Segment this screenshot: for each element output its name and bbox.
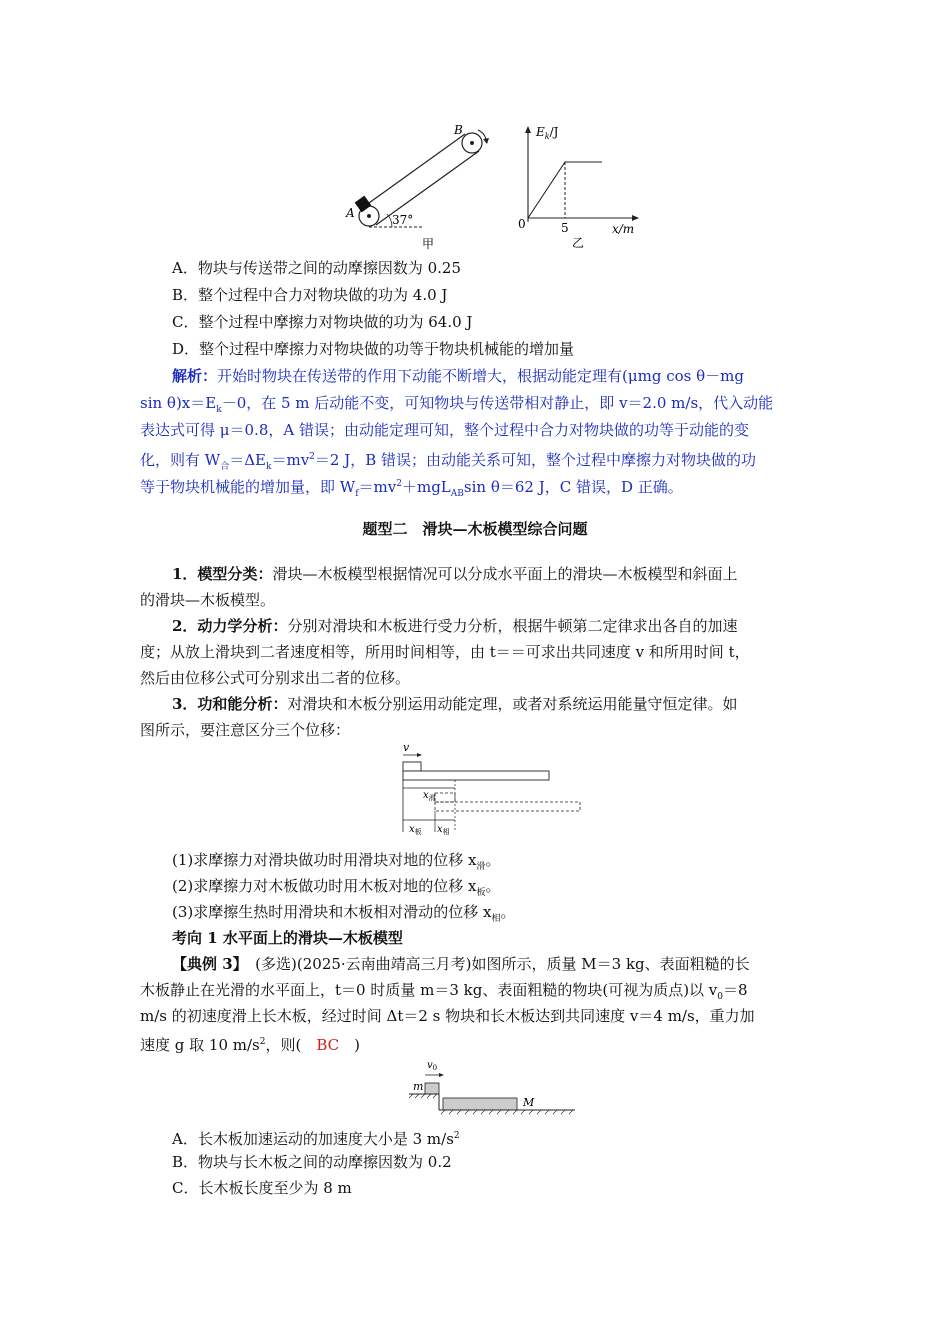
analysis-text-4a: 化，则有 W xyxy=(140,451,221,469)
option3-a-text: A．长木板加速运动的加速度大小是 3 m/s xyxy=(172,1130,454,1148)
y-axis-label: $E_k/J$ xyxy=(536,125,559,141)
analysis-sub-he: 合 xyxy=(220,462,230,472)
origin-label: 0 xyxy=(518,217,526,231)
figure-displacements xyxy=(395,740,585,840)
analysis-line-2 xyxy=(140,393,773,420)
point-3-line-1 xyxy=(172,694,737,714)
slider-block-final xyxy=(435,793,455,802)
option-d: D．整个过程中摩擦力对物块做的功等于物块机械能的增加量 xyxy=(172,340,575,358)
block-m xyxy=(425,1083,439,1094)
option3-b: B．物块与长木板之间的动摩擦因数为 0.2 xyxy=(172,1153,452,1171)
sub-item-3-end: 。 xyxy=(500,903,516,921)
example-sub-0: 0 xyxy=(717,992,724,1002)
y-axis-arrow-icon xyxy=(525,126,531,133)
analysis-text-4c: ＝mv xyxy=(271,451,310,469)
sub-item-1-end: 。 xyxy=(485,851,501,869)
point-1-line-1 xyxy=(172,564,737,584)
point-3-label: 3．功和能分析： xyxy=(172,695,288,713)
analysis-line-4 xyxy=(140,447,756,477)
sub-item-3 xyxy=(172,902,516,929)
v0-label: $v_0$ xyxy=(427,1060,438,1072)
x-xiang-label: $x_相$ xyxy=(437,824,450,836)
analysis-text-5a: 等于物块机械能的增加量，即 W xyxy=(140,478,356,496)
point-2-line-2: 度；从放上滑块到二者速度相等，所用时间相等，由 t＝＝可求出共同速度 v 和所用时间 t， xyxy=(140,643,750,661)
sub-item-3-sub: 相 xyxy=(491,914,501,924)
board-final xyxy=(435,802,580,811)
example-text-2a: 木板静止在光滑的水平面上，t＝0 时质量 m＝3 kg、表面粗糙的物块(可视为质点)以 v xyxy=(140,981,718,999)
figure-example xyxy=(405,1058,580,1120)
sub-item-3-text: (3)求摩擦生热时用滑块和木板相对滑动的位移 x xyxy=(172,903,492,921)
caption-jia: 甲 xyxy=(422,237,435,251)
v0-arrow-head-icon xyxy=(439,1073,444,1077)
v-arrow-head-icon xyxy=(417,753,422,757)
analysis-label: 解析： xyxy=(172,367,218,385)
sub-item-1-sub: 滑 xyxy=(476,862,486,872)
M-label: M xyxy=(523,1096,535,1109)
option3-a-sup: 2 xyxy=(453,1131,460,1141)
sub-item-1-text: (1)求摩擦力对滑块做功时用滑块对地的位移 x xyxy=(172,851,477,869)
sub-item-2-text: (2)求摩擦力对木板做功时用木板对地的位移 x xyxy=(172,877,477,895)
point-2-text: 分别对滑块和木板进行受力分析，根据牛顿第二定律求出各自的加速 xyxy=(287,617,738,635)
analysis-text-5c: ＋mgL xyxy=(401,478,451,496)
analysis-sup-2b: 2 xyxy=(396,479,402,489)
analysis-sub-k: k xyxy=(216,405,222,415)
sub-item-2 xyxy=(172,876,501,903)
x-axis-label: x/m xyxy=(612,222,635,236)
example-text-4a: 速度 g 取 10 m/s xyxy=(140,1036,260,1054)
sub-item-2-end: 。 xyxy=(485,877,501,895)
analysis-sub-ab: AB xyxy=(450,489,464,499)
analysis-sub-f: f xyxy=(355,489,359,499)
x-hua-label: $x_滑$ xyxy=(423,790,436,802)
board-M xyxy=(443,1098,517,1110)
option-b: B．整个过程中合力对物块做的功为 4.0 J xyxy=(172,286,448,304)
tick-5: 5 xyxy=(561,221,569,235)
option-c: C．整个过程中摩擦力对物块做的功为 64.0 J xyxy=(172,313,473,331)
example-text-1: (多选)(2025·云南曲靖高三月考)如图所示，质量 M＝3 kg、表面粗糙的长 xyxy=(240,955,750,973)
section-title: 题型二 滑块—木板模型综合问题 xyxy=(362,520,588,538)
analysis-line-3: 表达式可得 μ＝0.8，A 错误；由动能定理可知，整个过程中合力对物块做的功等于动能的变 xyxy=(140,421,749,439)
analysis-text-2b: －0，在 5 m 后动能不变，可知物块与传送带相对静止，即 v＝2.0 m/s，代入动能 xyxy=(221,394,774,412)
x-axis-arrow-icon xyxy=(632,215,639,221)
point-1-label: 1．模型分类： xyxy=(172,565,273,583)
sub-item-1 xyxy=(172,850,501,877)
point-1-line-2: 的滑块—木板模型。 xyxy=(140,591,276,609)
example-text-4b: ，则( xyxy=(265,1036,317,1054)
label-B: B xyxy=(454,123,463,137)
figure-conveyor-jia xyxy=(340,120,490,255)
example-line-3: m/s 的初速度滑上长木板，经过时间 Δt＝2 s 物块和长木板达到共同速度 v＝4 m/s，重力加 xyxy=(140,1007,755,1025)
analysis-line-5 xyxy=(140,474,683,504)
example-text-4c: ) xyxy=(339,1036,360,1054)
analysis-text-4b: ＝ΔE xyxy=(229,451,266,469)
example-text-2b: ＝8 xyxy=(723,981,748,999)
label-A: A xyxy=(346,206,355,220)
analysis-sub-k2: k xyxy=(266,462,272,472)
angle-label: 37° xyxy=(392,213,414,227)
point-2-line-1 xyxy=(172,616,737,636)
analysis-text-4d: ＝2 J，B 错误；由动能关系可知，整个过程中摩擦力对物块做的功 xyxy=(314,451,757,469)
analysis-text-2a: sin θ)x＝E xyxy=(140,394,217,412)
example-sup-2: 2 xyxy=(259,1037,266,1047)
analysis-text-5d: sin θ＝62 J，C 错误，D 正确。 xyxy=(463,478,683,496)
option-a: A．物块与传送带之间的动摩擦因数为 0.25 xyxy=(172,259,462,277)
point-2-line-3: 然后由位移公式可分别求出二者的位移。 xyxy=(140,669,411,687)
figure-ek-graph-yi xyxy=(508,122,658,252)
answer-text: BC xyxy=(316,1036,340,1054)
point-3-text: 对滑块和木板分别运用动能定理，或者对系统运用能量守恒定律。如 xyxy=(287,695,738,713)
point-3-line-2: 图所示，要注意区分三个位移： xyxy=(140,721,351,739)
conveyor-belt xyxy=(359,133,482,226)
sub-item-2-sub: 板 xyxy=(476,888,486,898)
caption-yi: 乙 xyxy=(572,236,585,250)
analysis-line-1 xyxy=(172,366,744,386)
board xyxy=(403,771,549,780)
example-label: 【典例 3】 xyxy=(172,955,241,973)
point-2-label: 2．动力学分析： xyxy=(172,617,288,635)
analysis-text-1: 开始时物块在传送带的作用下动能不断增大，根据动能定理有(μmg cos θ－mg xyxy=(217,367,744,385)
example-line-4 xyxy=(140,1032,360,1055)
analysis-sup-2: 2 xyxy=(309,452,315,462)
slider-block xyxy=(403,762,421,771)
analysis-text-5b: ＝mv xyxy=(358,478,397,496)
x-ban-label: $x_板$ xyxy=(409,824,422,836)
v-label: v xyxy=(403,741,410,754)
point-1-text: 滑块—木板模型根据情况可以分成水平面上的滑块—木板模型和斜面上 xyxy=(272,565,738,583)
m-label: m xyxy=(413,1080,424,1093)
option3-a xyxy=(172,1126,460,1149)
example-line-2 xyxy=(140,980,748,1007)
option3-c: C．长木板长度至少为 8 m xyxy=(172,1179,352,1197)
example-line-1 xyxy=(172,954,750,974)
direction-title: 考向 1 水平面上的滑块—木板模型 xyxy=(172,929,403,947)
arrow-head-icon xyxy=(483,138,489,144)
